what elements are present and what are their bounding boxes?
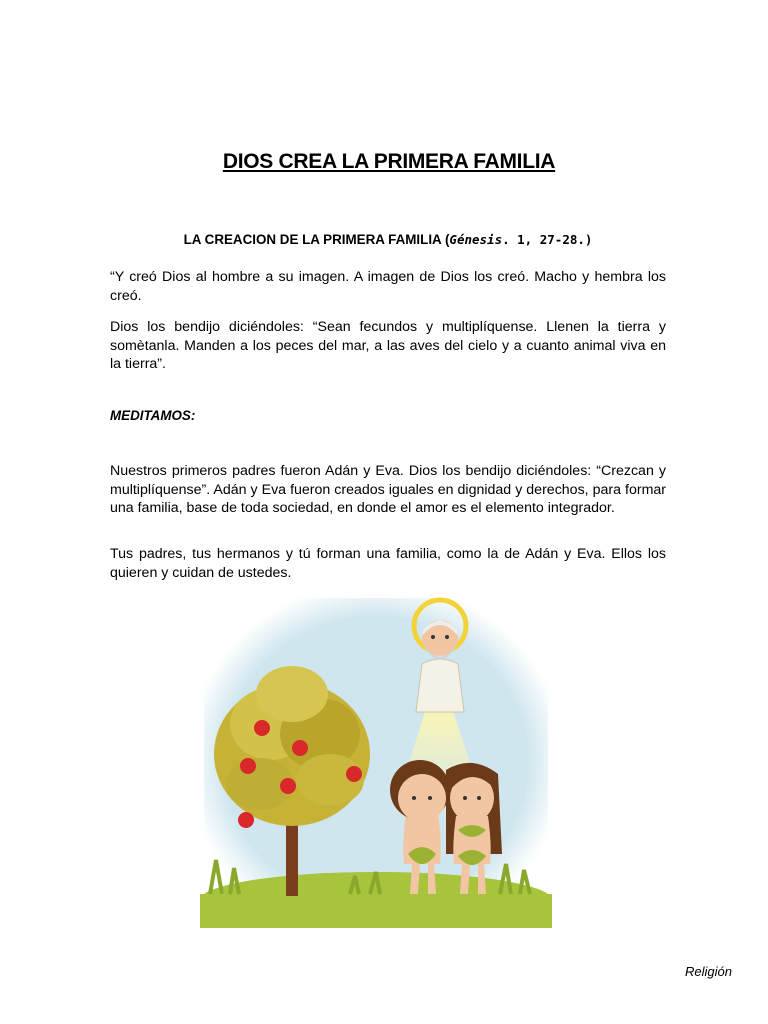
meditation-paragraph-1: Nuestros primeros padres fueron Adán y Eva. Dios los bendijo diciéndoles: “Crezcan y multiplíquense”. Adán y Eva fueron creados iguales en dignidad y derechos, para formar una familia, base de toda sociedad, en donde el amor es el elemento integrador.	[110, 463, 666, 516]
meditation-paragraph-2: Tus padres, tus hermanos y tú forman una familia, como la de Adán y Eva. Ellos los quieren y cuidan de ustedes.	[110, 546, 666, 581]
subtitle-text: LA CREACION DE LA PRIMERA FAMILIA	[183, 232, 442, 247]
section-subtitle	[110, 232, 666, 247]
illustration-svg	[200, 594, 552, 928]
bible-reference	[445, 232, 592, 247]
creation-illustration	[200, 594, 552, 928]
ref-book: Génesis	[449, 232, 503, 247]
page-title: DIOS CREA LA PRIMERA FAMILIA	[222, 150, 556, 173]
ref-open: (	[444, 232, 450, 247]
ref-chapter: . 1, 27-28.)	[502, 232, 593, 247]
scripture-paragraph-2: Dios los bendijo diciéndoles: “Sean fecundos y multiplíquense. Llenen la tierra y somètanla. Manden a los peces del mar, a las aves del cielo y a cuanto animal viva en la tierra”.	[110, 319, 666, 372]
page-footer: Religión	[685, 964, 732, 979]
scripture-paragraph-1: “Y creó Dios al hombre a su imagen. A imagen de Dios los creó. Macho y hembra los creó.	[110, 269, 666, 304]
meditation-heading: MEDITAMOS:	[110, 408, 196, 423]
